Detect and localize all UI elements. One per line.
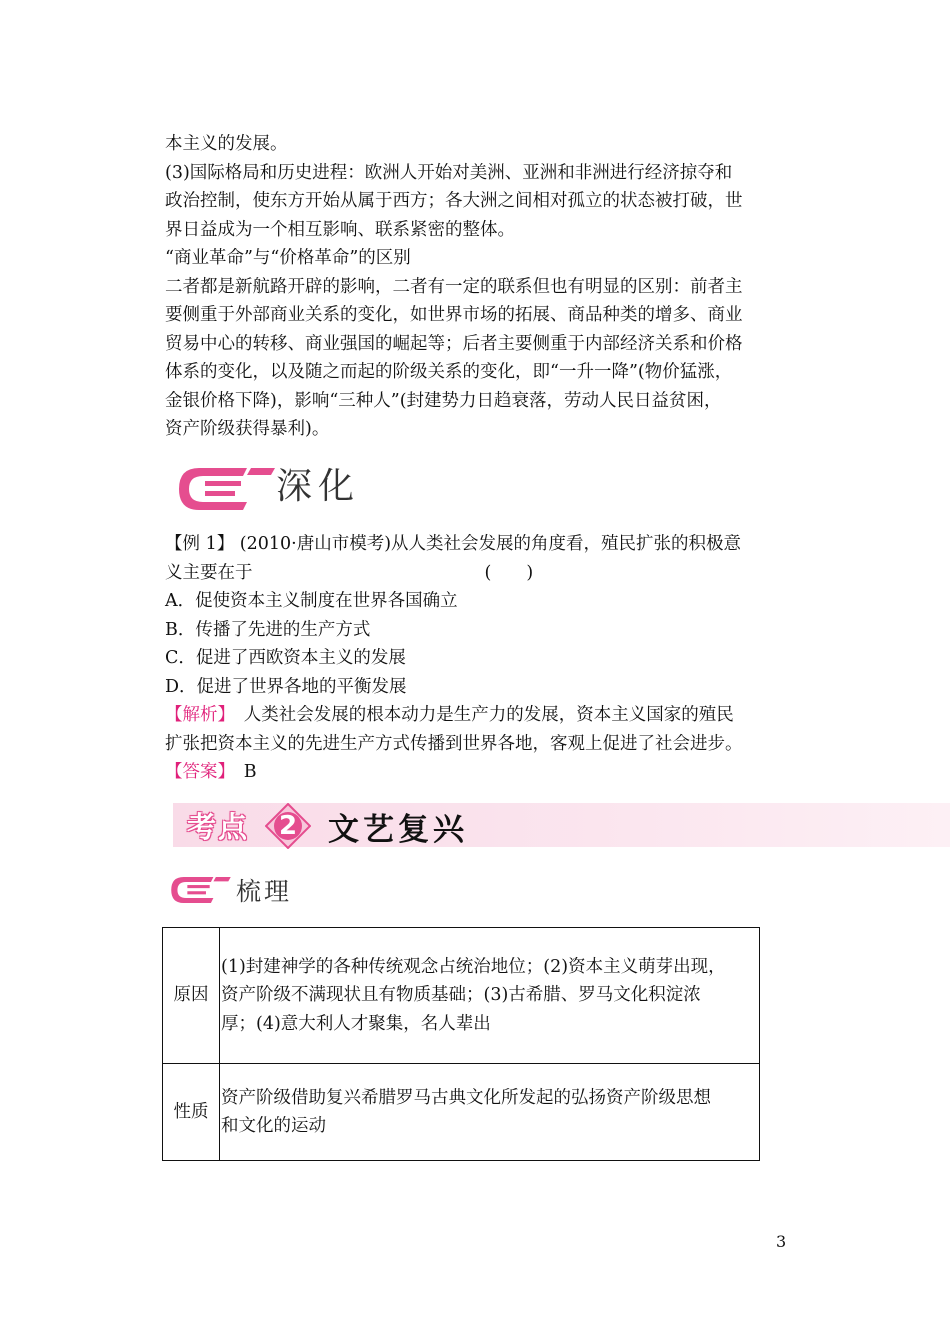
topic-banner [173, 803, 950, 847]
intro-line: 二者都是新航路开辟的影响，二者有一定的联系但也有明显的区别：前者主 [165, 276, 743, 297]
intro-text [165, 130, 790, 444]
section-mark-icon [170, 870, 232, 910]
analysis-cont: 扩张把资本主义的先进生产方式传播到世界各地，客观上促进了社会进步。 [165, 733, 743, 754]
intro-line: 界日益成为一个相互影响、联系紧密的整体。 [165, 219, 515, 240]
analysis-tag: 【解析】 [165, 705, 227, 725]
section-heading-review [170, 870, 292, 910]
option-d: D．促进了世界各地的平衡发展 [165, 676, 407, 697]
topic-title: 文艺复兴 [328, 812, 468, 848]
table-row [163, 1064, 760, 1161]
example-stem-cont: 义主要在于 ( ) [165, 562, 534, 583]
intro-line: (3)国际格局和历史进程：欧洲人开始对美洲、亚洲和非洲进行经济掠夺和 [165, 162, 733, 183]
intro-line: 政治控制，使东方开始从属于西方；各大洲之间相对孤立的状态被打破，世 [165, 191, 743, 211]
topic-number-badge [265, 803, 311, 849]
example-stem: 【例 1】 (2010·唐山市模考)从人类社会发展的角度看，殖民扩张的积极意 [165, 534, 742, 554]
intro-line: 本主义的发展。 [165, 134, 288, 154]
page-number: 3 [776, 1232, 787, 1251]
table-row [163, 928, 760, 1064]
section-heading-deepen [177, 458, 360, 509]
topic-number: 2 [278, 811, 298, 841]
table-key: 性质 [163, 1064, 220, 1161]
answer-tag: 【答案】 [165, 762, 227, 782]
intro-line: 资产阶级获得暴利)。 [165, 419, 330, 439]
topic-label: 考点 [187, 810, 250, 844]
answer: 【答案】 B [165, 762, 257, 782]
intro-line: 贸易中心的转移、商业强国的崛起等；后者主要侧重于内部经济关系和价格 [165, 333, 743, 354]
intro-line: 体系的变化，以及随之而起的阶级关系的变化，即“一升一降”(物价猛涨， [165, 362, 733, 382]
option-a: A．促使资本主义制度在世界各国确立 [165, 591, 458, 611]
intro-line: 要侧重于外部商业关系的变化，如世界市场的拓展、商品种类的增多、商业 [165, 305, 743, 325]
option-b: B．传播了先进的生产方式 [165, 619, 371, 640]
example-tag: 【例 1】 [165, 534, 235, 554]
info-table [162, 927, 760, 1161]
intro-line: 金银价格下降)，影响“三种人”(封建势力日趋衰落，劳动人民日益贫困， [165, 390, 722, 411]
table-key: 原因 [163, 928, 220, 1064]
answer-blank: ( ) [484, 562, 534, 583]
table-value: 资产阶级借助复兴希腊罗马古典文化所发起的弘扬资产阶级思想 和文化的运动 [220, 1064, 760, 1161]
analysis: 【解析】 人类社会发展的根本动力是生产力的发展，资本主义国家的殖民 [165, 705, 734, 725]
option-c: C．促进了西欧资本主义的发展 [165, 648, 406, 668]
intro-line: “商业革命”与“价格革命”的区别 [165, 248, 411, 268]
section-mark-icon [177, 464, 272, 504]
table-value: (1)封建神学的各种传统观念占统治地位；(2)资本主义萌芽出现， 资产阶级不满现状且有物质基础；(3)古希腊、罗马文化积淀浓 厚；(4)意大利人才聚集，名人辈出 [220, 928, 760, 1064]
section-label: 梳理 [236, 877, 293, 906]
section-label: 深化 [276, 466, 361, 507]
example-block [165, 530, 790, 787]
